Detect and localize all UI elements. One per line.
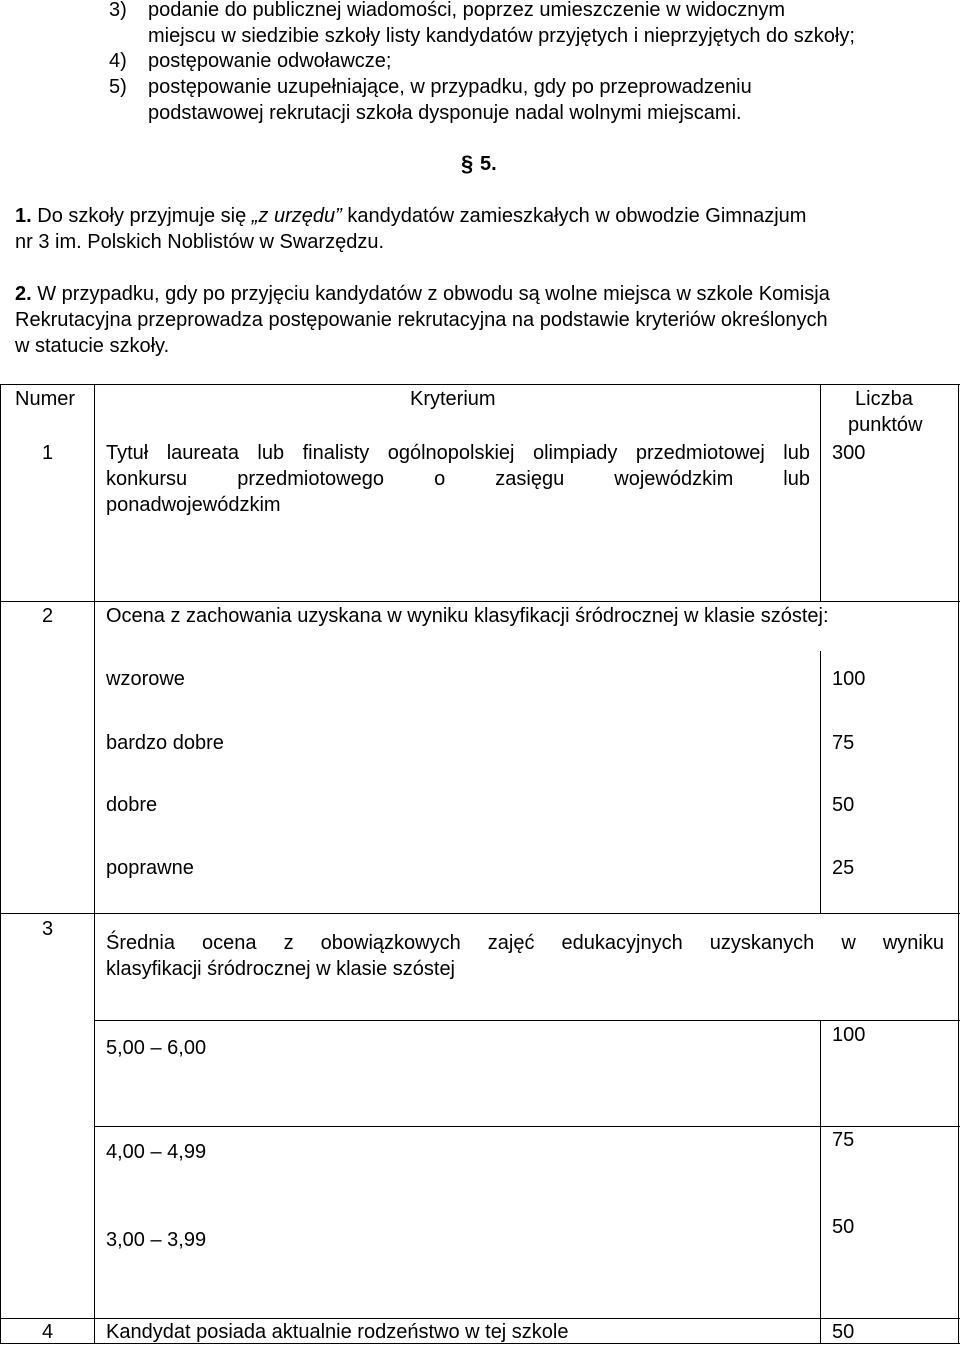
list-item-text: postępowanie uzupełniające, w przypadku, gdy po przeprowadzeniu <box>148 76 752 98</box>
list-item-text: podanie do publicznej wiadomości, poprzez umieszczenie w widocznym <box>148 0 785 21</box>
grade-points: 75 <box>832 732 855 754</box>
grade-points: 50 <box>832 794 855 816</box>
table-column-divider <box>820 384 821 601</box>
row-number: 4 <box>42 1321 54 1343</box>
criterion-text: ponadwojewódzkim <box>106 494 281 516</box>
grade-label: bardzo dobre <box>106 732 224 754</box>
criterion-points: 50 <box>832 1321 855 1343</box>
paragraph-text: nr 3 im. Polskich Noblistów w Swarzędzu. <box>15 231 385 253</box>
grade-label: poprawne <box>106 857 194 879</box>
header-numer: Numer <box>15 388 76 410</box>
paragraph-text: w statucie szkoły. <box>15 335 170 357</box>
table-divider <box>94 1020 960 1021</box>
grade-label: dobre <box>106 794 158 816</box>
average-range: 3,00 – 3,99 <box>106 1229 207 1251</box>
list-item-text: miejscu w siedzibie szkoły listy kandydatów przyjętych i nieprzyjętych do szkoły; <box>148 25 855 47</box>
average-points: 50 <box>832 1216 855 1238</box>
row-number: 3 <box>42 918 54 940</box>
section-number: 5. <box>480 153 497 175</box>
quoted-phrase: „z urzędu” <box>251 205 342 227</box>
average-points: 100 <box>832 1024 866 1046</box>
grade-points: 25 <box>832 857 855 879</box>
table-border <box>0 384 1 1344</box>
paragraph-text: Rekrutacyjna przeprowadza postępowanie rekrutacyjna na podstawie kryteriów określonych <box>15 309 828 331</box>
average-points: 75 <box>832 1129 855 1151</box>
table-column-divider <box>820 651 821 913</box>
paragraph-text: kandydatów zamieszkałych w obwodzie Gimnazjum <box>341 205 807 227</box>
criterion-points: 300 <box>832 442 866 464</box>
header-punktow: punktów <box>848 414 923 436</box>
list-number: 3) <box>109 0 127 21</box>
paragraph-text: Do szkoły przyjmuje się <box>37 205 252 227</box>
row-number: 1 <box>42 442 54 464</box>
list-item-text: podstawowej rekrutacji szkoła dysponuje nadal wolnymi miejscami. <box>148 102 742 124</box>
criterion-text: konkursu przedmiotowego o zasięgu wojewódzkim lub <box>106 468 810 490</box>
section-symbol: § <box>461 151 474 176</box>
paragraph-number: 2. <box>15 283 32 305</box>
paragraph-number: 1. <box>15 205 32 227</box>
table-divider <box>94 1126 960 1127</box>
table-column-divider <box>820 1020 821 1344</box>
criterion-text: Kandydat posiada aktualnie rodzeństwo w tej szkole <box>106 1321 569 1343</box>
criterion-text: Ocena z zachowania uzyskana w wyniku klasyfikacji śródrocznej w klasie szóstej: <box>106 605 829 627</box>
list-item-text: postępowanie odwoławcze; <box>148 50 392 72</box>
list-number: 5) <box>109 76 127 98</box>
list-number: 4) <box>109 50 127 72</box>
criterion-text: Tytuł laureata lub finalisty ogólnopolskiej olimpiady przedmiotowej lub <box>106 442 810 464</box>
table-border <box>958 384 959 1344</box>
grade-points: 100 <box>832 668 866 690</box>
row-number: 2 <box>42 605 54 627</box>
average-range: 5,00 – 6,00 <box>106 1037 207 1059</box>
header-liczba: Liczba <box>855 388 913 410</box>
table-divider <box>0 913 960 914</box>
table-border <box>0 384 960 385</box>
header-kryterium: Kryterium <box>410 388 496 410</box>
paragraph-text: W przypadku, gdy po przyjęciu kandydatów z obwodu są wolne miejsca w szkole Komisja <box>37 283 830 305</box>
table-divider <box>0 601 960 602</box>
criterion-text: klasyfikacji śródrocznej w klasie szóstej <box>106 958 456 980</box>
table-column-divider <box>94 384 95 1344</box>
grade-label: wzorowe <box>106 668 185 690</box>
average-range: 4,00 – 4,99 <box>106 1141 207 1163</box>
criterion-text: Średnia ocena z obowiązkowych zajęć edukacyjnych uzyskanych w wyniku <box>106 932 944 954</box>
